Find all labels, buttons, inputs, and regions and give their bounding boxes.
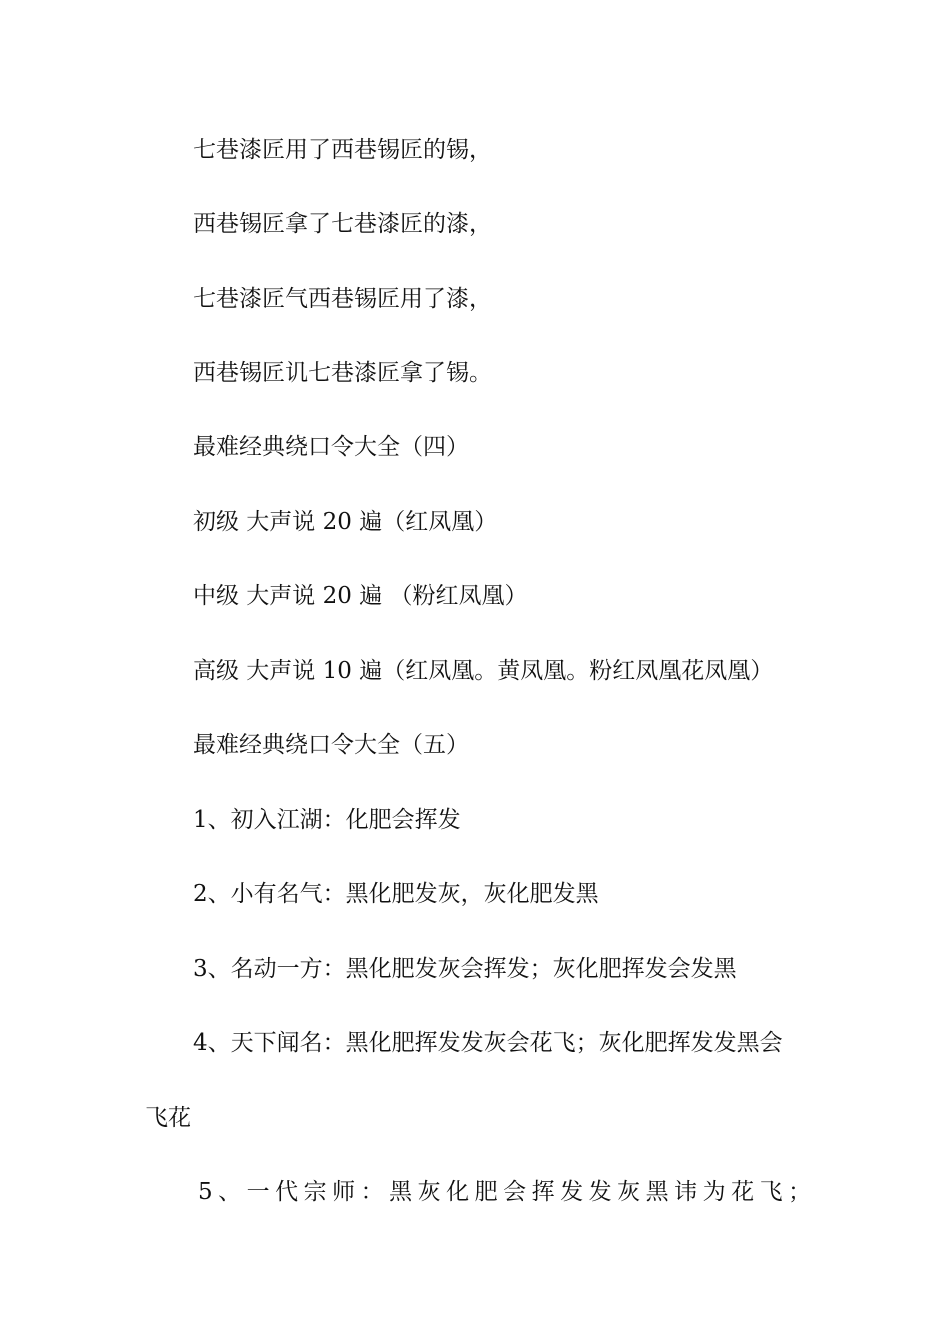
text-line-6: 初级 大声说 20 遍（红凤凰） [193, 509, 498, 535]
text-line-7: 中级 大声说 20 遍 （粉红凤凰） [193, 583, 528, 609]
list-item-5: 5、一代宗师：黑灰化肥会挥发发灰黑讳为花飞； [198, 1179, 817, 1205]
list-item-2: 2、小有名气：黑化肥发灰，灰化肥发黑 [193, 881, 599, 907]
list-item-4: 4、天下闻名：黑化肥挥发发灰会花飞；灰化肥挥发发黑会 [193, 1030, 783, 1056]
text-line-3: 七巷漆匠气西巷锡匠用了漆， [193, 286, 492, 312]
list-item-3: 3、名动一方：黑化肥发灰会挥发；灰化肥挥发会发黑 [193, 956, 737, 982]
text-line-4: 西巷锡匠讥七巷漆匠拿了锡。 [193, 360, 492, 386]
text-line-2: 西巷锡匠拿了七巷漆匠的漆， [193, 211, 492, 237]
text-line-8: 高级 大声说 10 遍（红凤凰。黄凤凰。粉红凤凰花凤凰） [193, 658, 774, 684]
list-item-4-continuation: 飞花 [145, 1105, 191, 1131]
section-heading-5: 最难经典绕口令大全（五） [193, 732, 469, 758]
list-item-1: 1、初入江湖：化肥会挥发 [193, 807, 461, 833]
text-line-1: 七巷漆匠用了西巷锡匠的锡， [193, 137, 492, 163]
section-heading-4: 最难经典绕口令大全（四） [193, 434, 469, 460]
